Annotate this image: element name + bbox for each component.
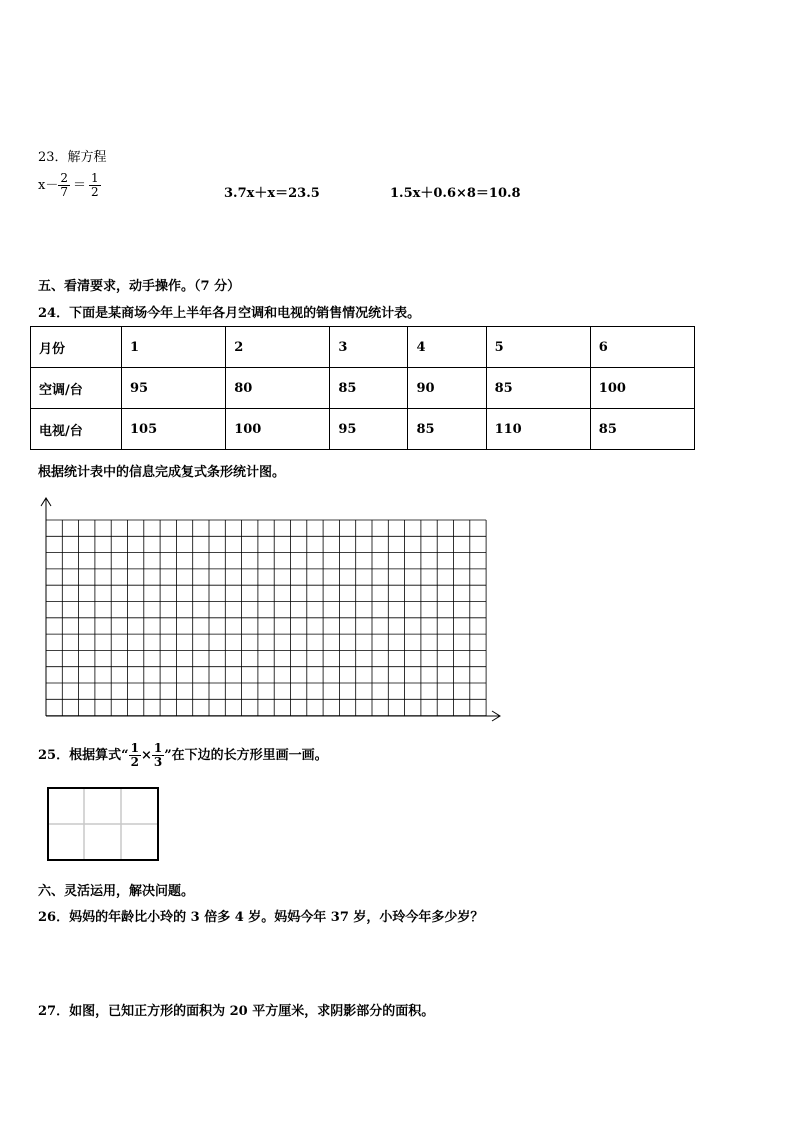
table-cell: 3 <box>330 327 408 368</box>
table-cell: 4 <box>408 327 486 368</box>
table-cell: 5 <box>486 327 590 368</box>
table-cell: 100 <box>590 368 694 409</box>
table-row-tv <box>31 409 695 450</box>
q24-title: 24．下面是某商场今年上半年各月空调和电视的销售情况统计表。 <box>38 306 421 321</box>
table-cell: 80 <box>226 368 330 409</box>
drawing-rectangle <box>46 786 160 862</box>
fraction-1-2: $\frac{1}{2}$ <box>91 171 99 200</box>
table-cell: 85 <box>590 409 694 450</box>
q25-text: 25．根据算式“ $\frac{1}{2}$ × $\frac{1}{3}$ ”在下边的长方形里画一画。 <box>38 741 328 770</box>
q23-equation-2: 3.7x＋x＝23.5 <box>224 186 320 201</box>
table-cell: 95 <box>122 368 226 409</box>
q27-text: 27．如图，已知正方形的面积为 20 平方厘米，求阴影部分的面积。 <box>38 1004 435 1019</box>
blank-chart-grid <box>36 492 506 728</box>
sales-table <box>30 326 695 450</box>
table-cell: 90 <box>408 368 486 409</box>
q23-title: 23．解方程 <box>38 150 107 165</box>
table-cell: 6 <box>590 327 694 368</box>
table-row-month <box>31 327 695 368</box>
table-cell: 空调/台 <box>31 368 122 409</box>
fraction-2-7: $\frac{2}{7}$ <box>60 171 68 200</box>
table-cell: 电视/台 <box>31 409 122 450</box>
table-cell: 85 <box>330 368 408 409</box>
q26-text: 26．妈妈的年龄比小玲的 3 倍多 4 岁。妈妈今年 37 岁，小玲今年多少岁？ <box>38 910 484 925</box>
fraction-1-3: $\frac{1}{3}$ <box>153 741 163 770</box>
section5-heading: 五、看清要求，动手操作。（7 分） <box>38 279 241 294</box>
q24-instruction: 根据统计表中的信息完成复式条形统计图。 <box>38 465 286 480</box>
table-cell: 85 <box>408 409 486 450</box>
table-cell: 95 <box>330 409 408 450</box>
q23-equation-1 <box>38 172 101 199</box>
table-cell: 月份 <box>31 327 122 368</box>
table-cell: 1 <box>122 327 226 368</box>
eq1-lhs-var: x－ <box>38 178 59 194</box>
table-cell: 110 <box>486 409 590 450</box>
table-cell: 85 <box>486 368 590 409</box>
q23-equation-3: 1.5x＋0.6×8＝10.8 <box>390 186 521 201</box>
section6-heading: 六、灵活运用，解决问题。 <box>38 884 195 899</box>
table-cell: 2 <box>226 327 330 368</box>
table-cell: 105 <box>122 409 226 450</box>
table-row-aircon <box>31 368 695 409</box>
eq1-equals: ＝ <box>72 178 86 194</box>
fraction-1-2: $\frac{1}{2}$ <box>130 741 139 770</box>
table-cell: 100 <box>226 409 330 450</box>
